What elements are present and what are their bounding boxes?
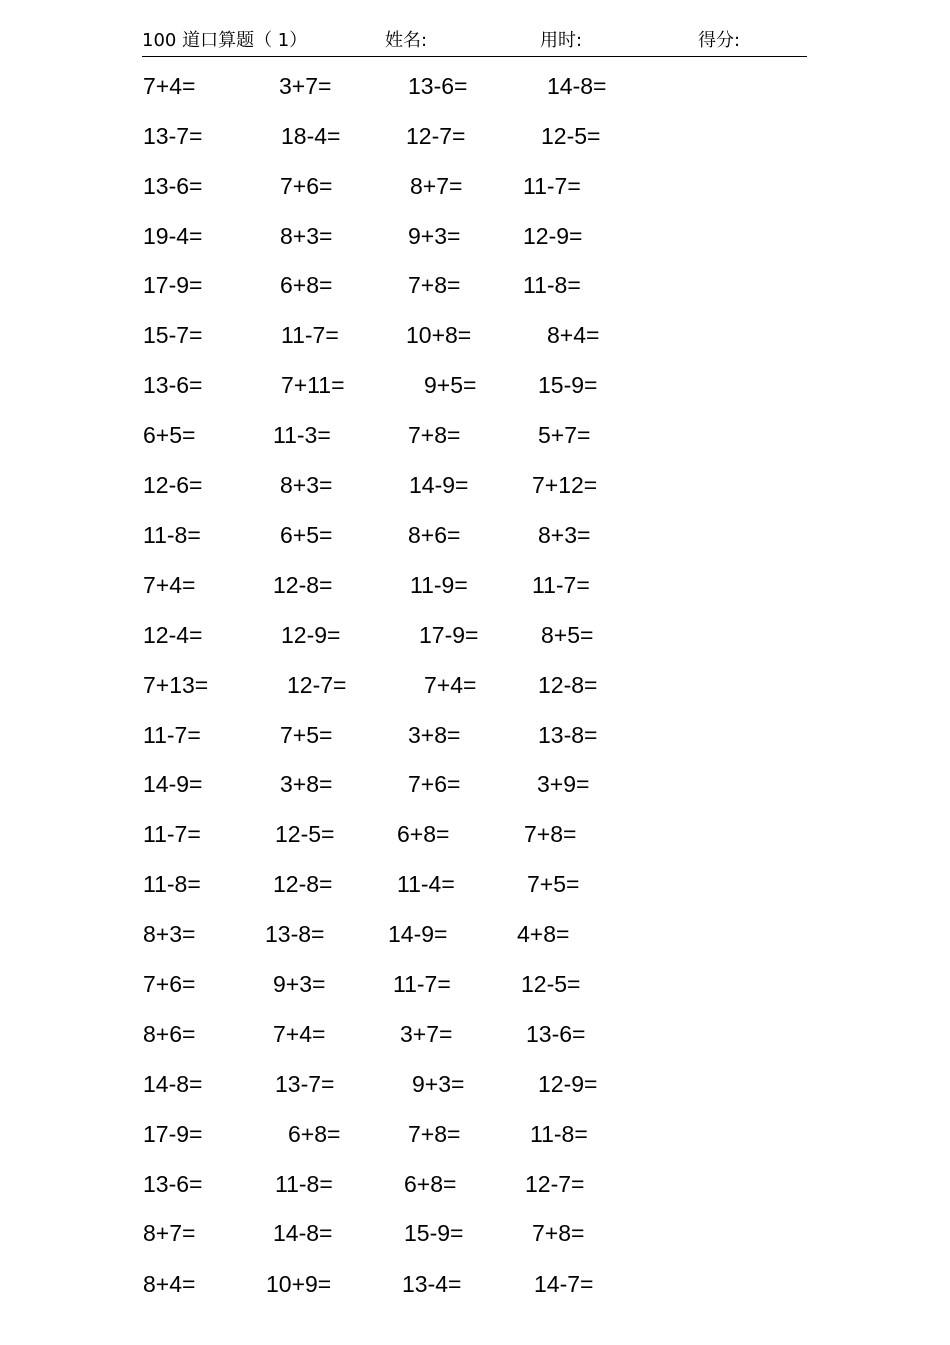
- arithmetic-problem: 10+9=: [266, 1271, 332, 1297]
- arithmetic-problem: 12-8=: [273, 871, 333, 897]
- arithmetic-problem: 8+5=: [541, 622, 594, 648]
- arithmetic-problem: 7+4=: [143, 73, 196, 99]
- arithmetic-problem: 12-8=: [273, 572, 333, 598]
- arithmetic-problem: 8+4=: [143, 1271, 196, 1297]
- arithmetic-problem: 7+8=: [408, 1121, 461, 1147]
- arithmetic-problem: 15-9=: [404, 1220, 464, 1246]
- arithmetic-problem: 14-7=: [534, 1271, 594, 1297]
- arithmetic-problem: 11-8=: [275, 1171, 333, 1197]
- arithmetic-problem: 7+5=: [280, 722, 333, 748]
- arithmetic-problem: 11-3=: [273, 422, 331, 448]
- arithmetic-problem: 8+7=: [143, 1220, 196, 1246]
- arithmetic-problem: 13-6=: [143, 173, 203, 199]
- arithmetic-problem: 11-8=: [143, 871, 201, 897]
- arithmetic-problem: 13-6=: [143, 372, 203, 398]
- arithmetic-problem: 6+8=: [404, 1171, 457, 1197]
- arithmetic-problem: 7+4=: [143, 572, 196, 598]
- arithmetic-problem: 8+7=: [410, 173, 463, 199]
- arithmetic-problem: 7+5=: [527, 871, 580, 897]
- arithmetic-problem: 11-7=: [523, 173, 581, 199]
- arithmetic-problem: 11-7=: [143, 722, 201, 748]
- arithmetic-problem: 12-6=: [143, 472, 203, 498]
- arithmetic-problem: 11-9=: [410, 572, 468, 598]
- arithmetic-problem: 8+3=: [280, 472, 333, 498]
- arithmetic-problem: 8+6=: [143, 1021, 196, 1047]
- arithmetic-problem: 8+4=: [547, 322, 600, 348]
- arithmetic-problem: 6+5=: [280, 522, 333, 548]
- arithmetic-problem: 13-7=: [275, 1071, 335, 1097]
- arithmetic-problem: 14-9=: [143, 771, 203, 797]
- arithmetic-problem: 13-6=: [143, 1171, 203, 1197]
- arithmetic-problem: 14-9=: [409, 472, 469, 498]
- arithmetic-problem: 13-6=: [408, 73, 468, 99]
- arithmetic-problem: 12-8=: [538, 672, 598, 698]
- arithmetic-problem: 9+3=: [408, 223, 461, 249]
- arithmetic-problem: 11-7=: [393, 971, 451, 997]
- arithmetic-problem: 14-8=: [143, 1071, 203, 1097]
- arithmetic-problem: 18-4=: [281, 123, 341, 149]
- arithmetic-problem: 12-7=: [525, 1171, 585, 1197]
- arithmetic-problem: 11-7=: [532, 572, 590, 598]
- arithmetic-problem: 11-8=: [523, 272, 581, 298]
- arithmetic-problem: 14-8=: [547, 73, 607, 99]
- arithmetic-problem: 11-4=: [397, 871, 455, 897]
- arithmetic-problem: 7+6=: [280, 173, 333, 199]
- arithmetic-problem: 7+6=: [143, 971, 196, 997]
- time-label: 用时:: [540, 30, 583, 51]
- arithmetic-problem: 12-5=: [541, 123, 601, 149]
- arithmetic-problem: 12-7=: [287, 672, 347, 698]
- arithmetic-problem: 11-8=: [143, 522, 201, 548]
- arithmetic-problem: 13-7=: [143, 123, 203, 149]
- arithmetic-problem: 12-5=: [521, 971, 581, 997]
- arithmetic-problem: 8+3=: [143, 921, 196, 947]
- arithmetic-problem: 13-8=: [265, 921, 325, 947]
- score-label: 得分:: [698, 30, 741, 51]
- arithmetic-problem: 7+6=: [408, 771, 461, 797]
- arithmetic-problem: 11-7=: [281, 322, 339, 348]
- arithmetic-problem: 11-7=: [143, 821, 201, 847]
- arithmetic-problem: 9+3=: [273, 971, 326, 997]
- arithmetic-problem: 8+6=: [408, 522, 461, 548]
- arithmetic-problem: 12-4=: [143, 622, 203, 648]
- arithmetic-problem: 3+8=: [408, 722, 461, 748]
- arithmetic-problem: 14-9=: [388, 921, 448, 947]
- arithmetic-problem: 7+8=: [408, 422, 461, 448]
- arithmetic-problem: 7+13=: [143, 672, 209, 698]
- arithmetic-problem: 7+4=: [273, 1021, 326, 1047]
- arithmetic-problem: 17-9=: [143, 1121, 203, 1147]
- arithmetic-problem: 12-9=: [538, 1071, 598, 1097]
- arithmetic-problem: 8+3=: [280, 223, 333, 249]
- arithmetic-problem: 6+8=: [397, 821, 450, 847]
- arithmetic-problem: 9+5=: [424, 372, 477, 398]
- arithmetic-problem: 11-8=: [530, 1121, 588, 1147]
- arithmetic-problem: 17-9=: [143, 272, 203, 298]
- arithmetic-problem: 6+5=: [143, 422, 196, 448]
- arithmetic-problem: 12-9=: [281, 622, 341, 648]
- arithmetic-problem: 13-8=: [538, 722, 598, 748]
- arithmetic-problem: 13-4=: [402, 1271, 462, 1297]
- arithmetic-problem: 10+8=: [406, 322, 472, 348]
- arithmetic-problem: 14-8=: [273, 1220, 333, 1246]
- arithmetic-problem: 7+8=: [524, 821, 577, 847]
- arithmetic-problem: 5+7=: [538, 422, 591, 448]
- name-label: 姓名:: [385, 30, 428, 51]
- arithmetic-problem: 4+8=: [517, 921, 570, 947]
- arithmetic-problem: 6+8=: [280, 272, 333, 298]
- worksheet-title: 100 道口算题（ 1）: [142, 30, 308, 51]
- arithmetic-problem: 19-4=: [143, 223, 203, 249]
- arithmetic-problem: 7+8=: [408, 272, 461, 298]
- arithmetic-problem: 3+7=: [279, 73, 332, 99]
- arithmetic-problem: 7+12=: [532, 472, 598, 498]
- arithmetic-problem: 15-9=: [538, 372, 598, 398]
- arithmetic-problem: 7+4=: [424, 672, 477, 698]
- arithmetic-problem: 9+3=: [412, 1071, 465, 1097]
- arithmetic-problem: 3+8=: [280, 771, 333, 797]
- arithmetic-problem: 12-7=: [406, 123, 466, 149]
- arithmetic-problem: 12-9=: [523, 223, 583, 249]
- arithmetic-problem: 12-5=: [275, 821, 335, 847]
- arithmetic-problem: 6+8=: [288, 1121, 341, 1147]
- arithmetic-problem: 7+8=: [532, 1220, 585, 1246]
- arithmetic-problem: 13-6=: [526, 1021, 586, 1047]
- arithmetic-problem: 7+11=: [281, 372, 345, 398]
- arithmetic-problem: 15-7=: [143, 322, 203, 348]
- arithmetic-problem: 8+3=: [538, 522, 591, 548]
- arithmetic-problem: 3+7=: [400, 1021, 453, 1047]
- arithmetic-problem: 3+9=: [537, 771, 590, 797]
- arithmetic-problem: 17-9=: [419, 622, 479, 648]
